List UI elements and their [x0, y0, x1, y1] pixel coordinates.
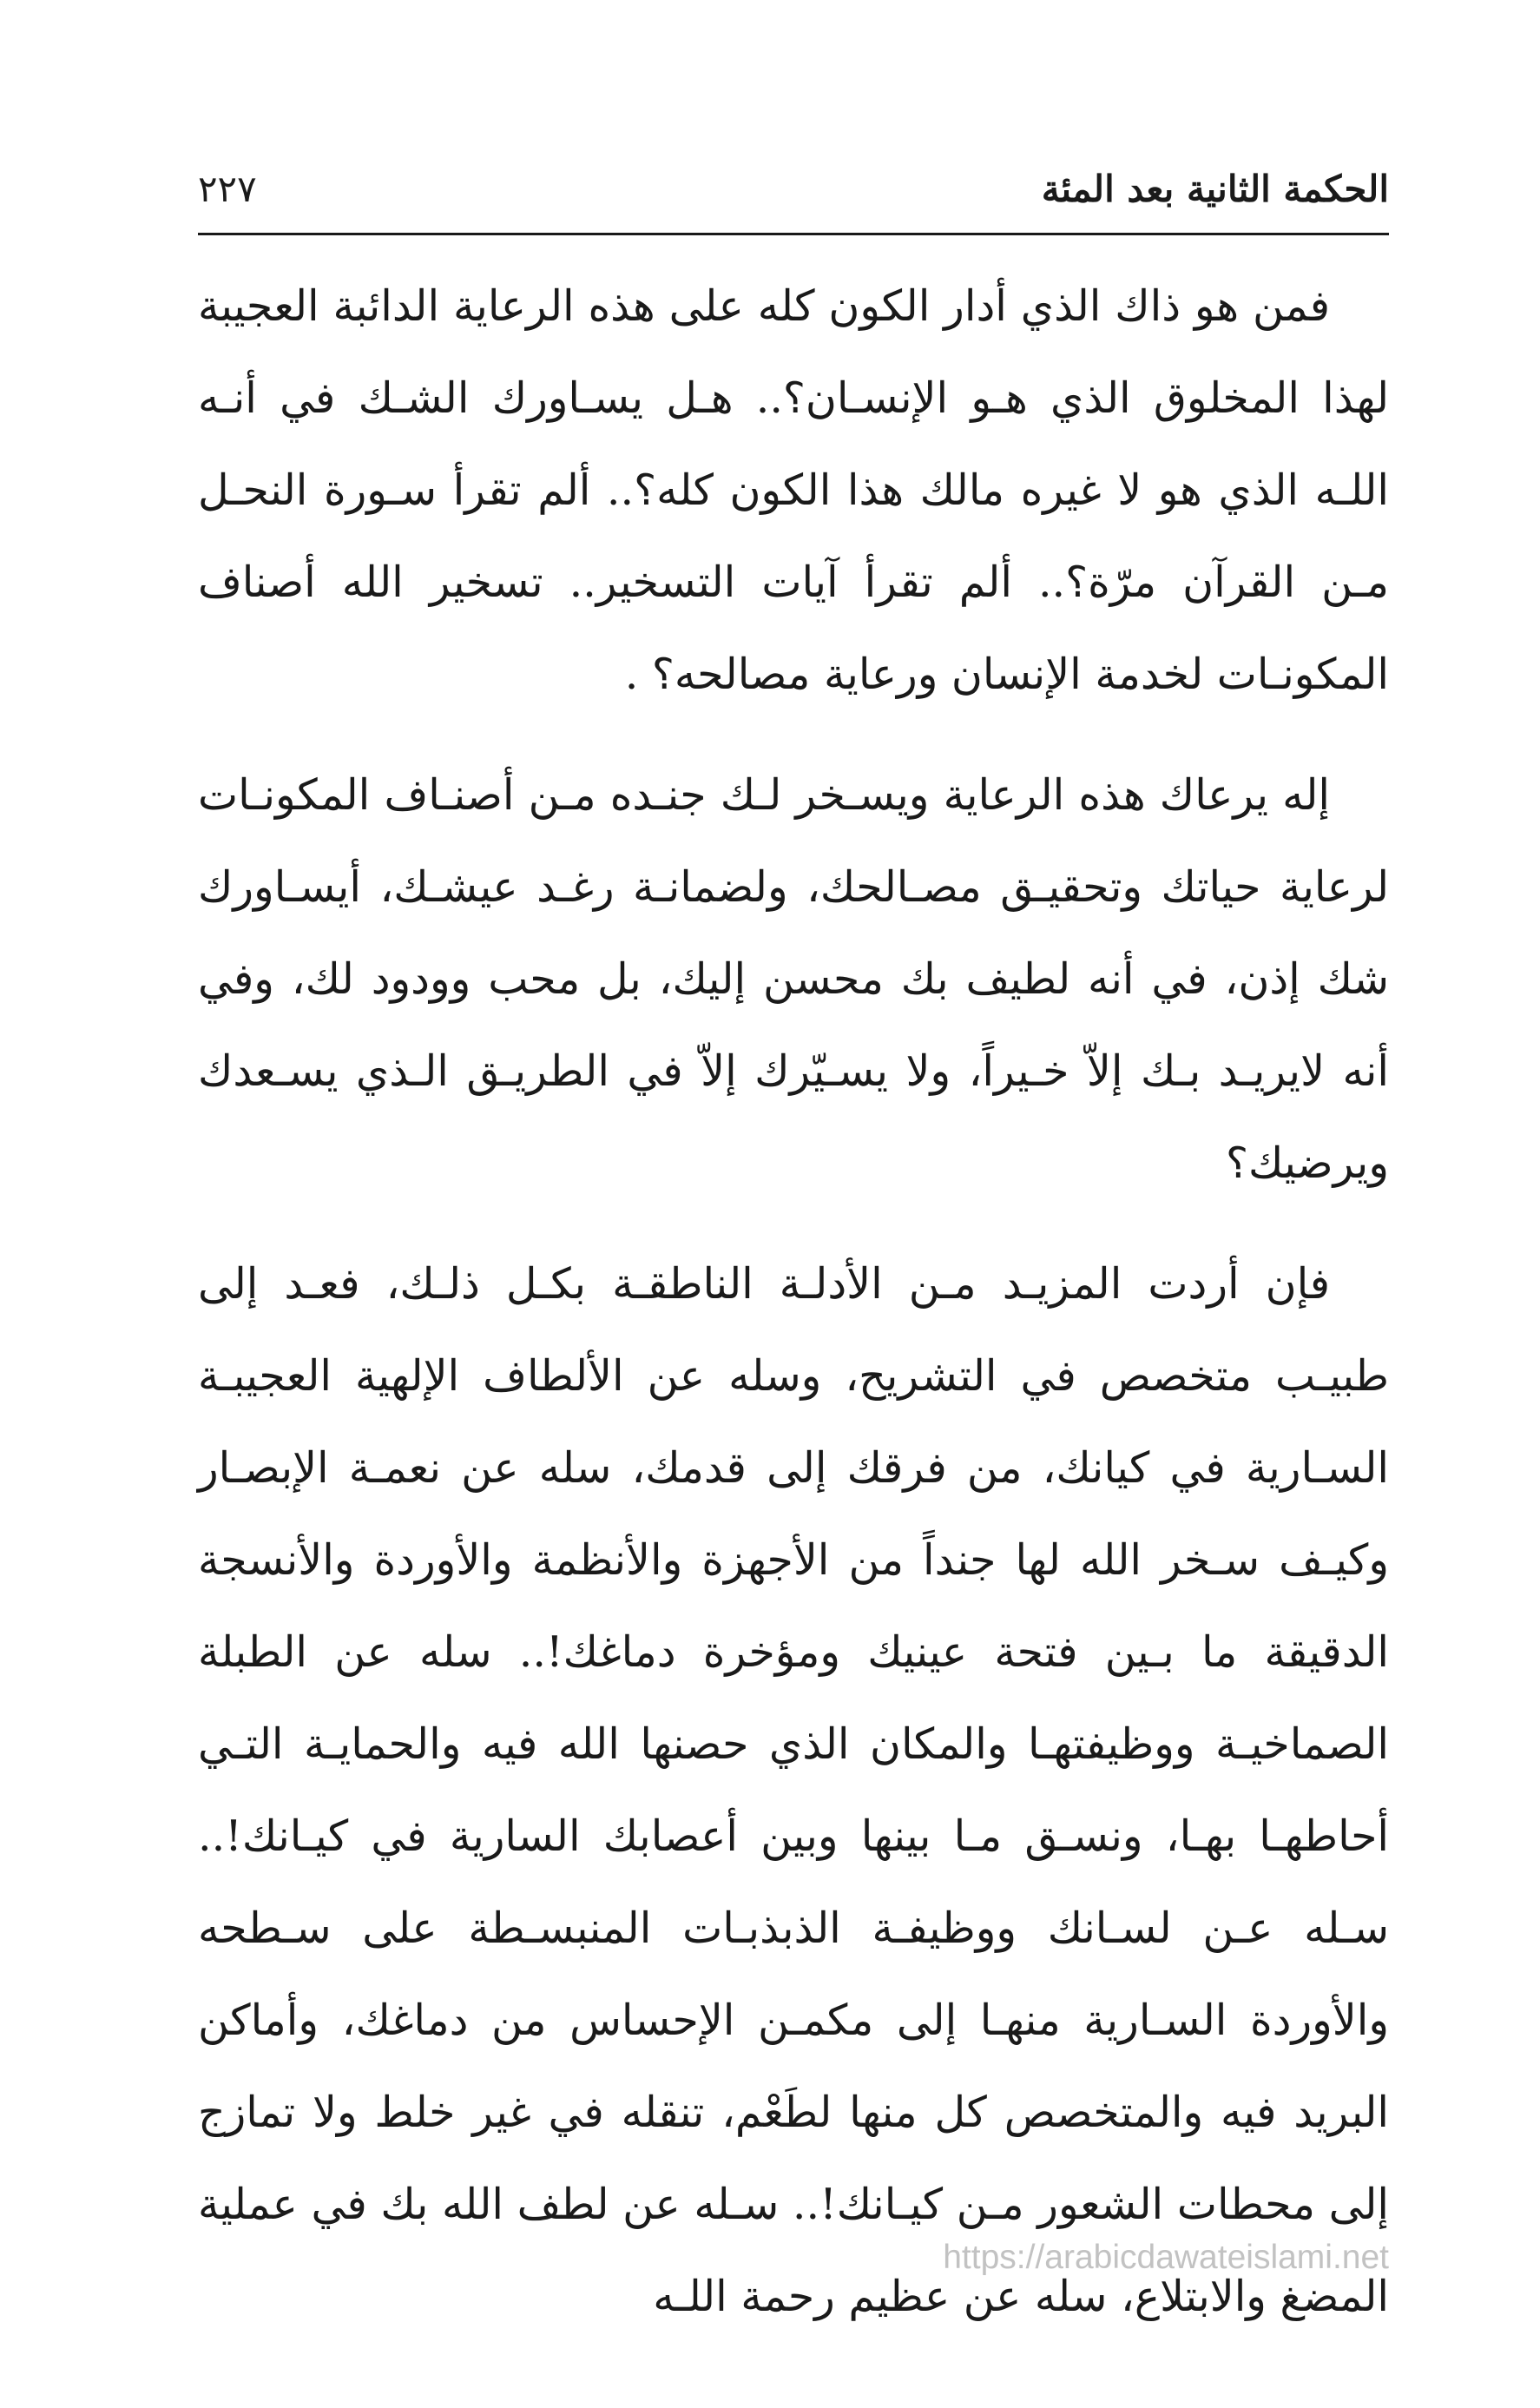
- paragraph: إله يرعاك هذه الرعاية ويسـخر لـك جنـده مـن أصنـاف المكونـات لرعاية حياتك وتحقيـق مصـالحك، ولضمانـة رغـد عيشـك، أيسـاورك شك إذن، في أنه لطيف بك محسن إليك، بل محب وودود لك، وفي أنه لايريـد بـك إلاّ خـيراً، ولا يسـيّرك إلاّ في الطريـق الـذي يسـعدك ويرضيك؟: [198, 770, 1389, 1188]
- body-text: [198, 261, 1389, 2343]
- page-number: ٢٢٧: [198, 168, 257, 210]
- running-title: الحكمة الثانية بعد المئة: [1041, 168, 1389, 210]
- page-header: [198, 161, 1389, 239]
- header-rule: [198, 233, 1389, 235]
- paragraph: فإن أردت المزيـد مـن الأدلـة الناطقـة بكـل ذلـك، فعـد إلى طبيـب متخصص في التشريح، وسله عن الألطاف الإلهية العجيبـة السـارية في كيانك، من فرقك إلى قدمك، سله عن نعمـة الإبصـار وكيـف سـخر الله لها جنداً من الأجهزة والأنظمة والأوردة والأنسجة الدقيقة ما بـين فتحة عينيك ومؤخرة دماغك!.. سله عن الطبلة الصماخيـة ووظيفتهـا والمكان الذي حصنها الله فيه والحمايـة التـي أحاطهـا بهـا، ونسـق مـا بينها وبين أعصابك السارية في كيـانك!.. سـله عـن لسـانك ووظيفـة الذبذبـات المنبسـطة على سـطحه والأوردة السـارية منهـا إلى مكمـن الإحساس من دماغك، وأماكن البريد فيه والمتخصص كل منها لطَعْم، تنقله في غير خلط ولا تمازج إلى محطات الشعور مـن كيـانك!.. سـله عن لطف الله بك في عملية المضغ والابتلاع، سله عن عظيم رحمة اللـه: [198, 1259, 1389, 2321]
- paragraph: فمن هو ذاك الذي أدار الكون كله على هذه الرعاية الدائبة العجيبة لهذا المخلوق الذي هـو الإنسـان؟.. هـل يسـاورك الشـك في أنـه اللـه الذي هو لا غيره مالك هذا الكون كله؟.. ألم تقرأ سـورة النحـل مـن القرآن مرّة؟.. ألم تقرأ آيات التسخير.. تسخير الله أصناف المكونـات لخدمة الإنسان ورعاية مصالحه؟ .: [198, 281, 1389, 699]
- watermark-url: https://arabicdawateislami.net: [943, 2239, 1389, 2276]
